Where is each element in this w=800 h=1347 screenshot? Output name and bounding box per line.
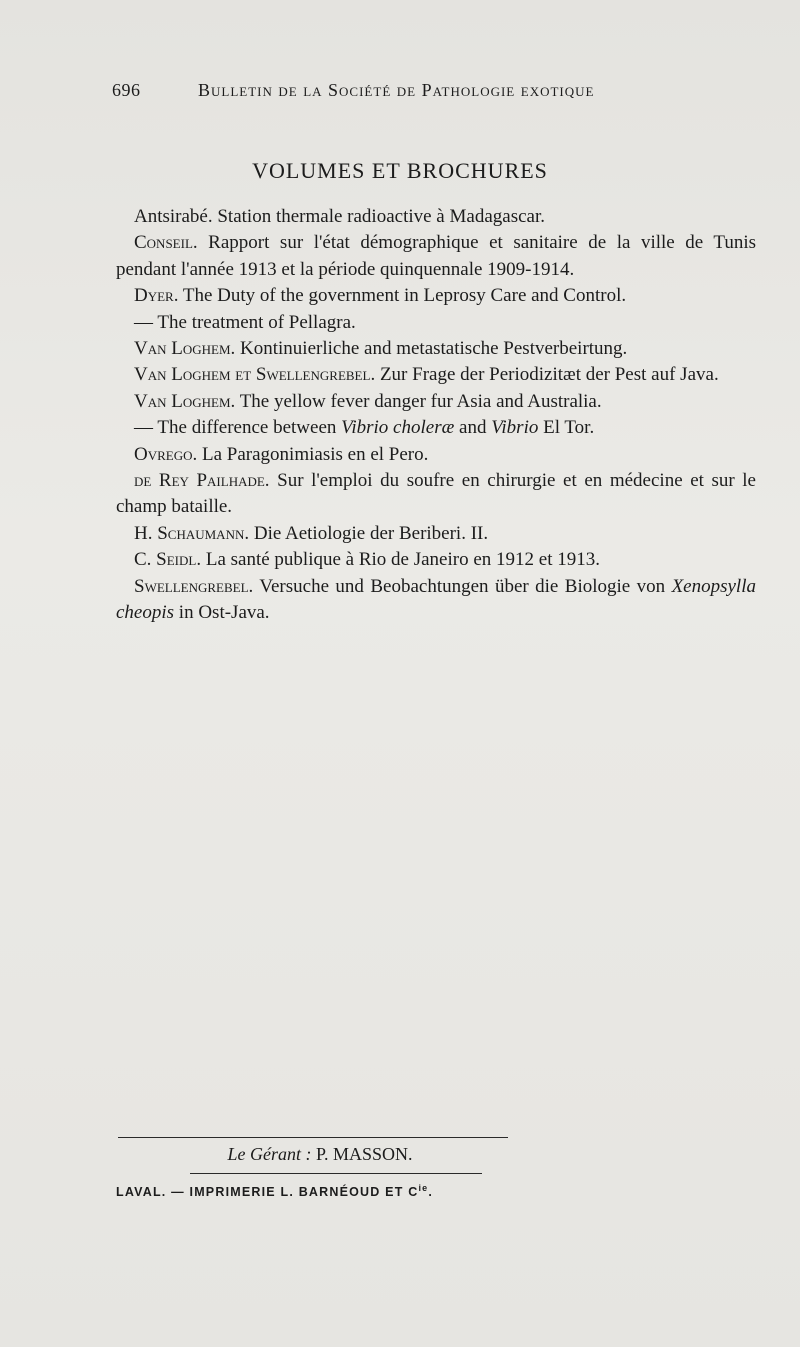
entry-text: Versuche und Beobachtungen über die Biologie von [253, 575, 672, 597]
species-name: Vibrio [491, 417, 539, 439]
entry-text: Sur l'emploi du soufre en chirurgie et en médecine et sur le champ bataille. [116, 470, 756, 518]
entry-text: Zur Frage der Periodizitæt der Pest auf Java. [375, 364, 719, 386]
bibliography-list [116, 204, 756, 627]
entry-author: Conseil. [134, 232, 198, 254]
entry-text: in Ost-Java. [174, 602, 270, 624]
entry-text: Rapport sur l'état démographique et sanitaire de la ville de Tunis pendant l'année 1913 et la période quinquennale 1909-1914. [116, 232, 756, 280]
list-item [116, 415, 756, 441]
entry-author: Van Loghem. [134, 338, 236, 360]
gerant-line [0, 1144, 640, 1165]
divider [118, 1137, 508, 1138]
entry-author: C. Seidl. [134, 549, 202, 571]
entry-text: — The treatment of Pellagra. [134, 311, 356, 333]
list-item [116, 362, 756, 388]
list-item [116, 574, 756, 627]
list-item [116, 389, 756, 415]
imprint-text: LAVAL. — IMPRIMERIE L. BARNÉOUD ET C [116, 1185, 419, 1200]
entry-text: The yellow fever danger fur Asia and Australia. [235, 390, 602, 412]
list-item [116, 336, 756, 362]
imprint-line [116, 1183, 433, 1199]
entry-text: La Paragonimiasis en el Pero. [197, 443, 429, 465]
entry-author: Dyer. [134, 285, 179, 307]
entry-text: and [454, 417, 492, 439]
imprint-end: . [428, 1185, 434, 1200]
entry-author: Van Loghem. [134, 390, 236, 412]
entry-author: Swellengrebel. [134, 575, 254, 597]
page-number: 696 [112, 80, 141, 100]
running-header [112, 80, 672, 101]
list-item [116, 310, 756, 336]
entry-text: Antsirabé. Station thermale radioactive à Madagascar. [134, 206, 545, 227]
imprint-sup: ie [418, 1183, 429, 1193]
list-item [116, 230, 756, 283]
entry-text: Die Aetiologie der Beriberi. II. [249, 522, 489, 544]
entry-author: Ovrego. [134, 443, 198, 465]
entry-text: — The difference between [134, 417, 342, 439]
entry-author: Van Loghem et Swellengrebel. [134, 364, 376, 386]
list-item [116, 442, 756, 468]
entry-text: El Tor. [538, 417, 595, 439]
list-item [116, 468, 756, 521]
entry-author: H. Schaumann. [134, 522, 250, 544]
entry-text: Kontinuierliche and metastatische Pestverbeirtung. [235, 338, 628, 360]
divider [190, 1173, 482, 1174]
list-item [116, 521, 756, 547]
list-item [116, 547, 756, 573]
list-item [116, 283, 756, 309]
list-item [116, 204, 756, 230]
running-title: Bulletin de la Société de Pathologie exotique [198, 80, 595, 100]
gerant-name: P. MASSON. [311, 1144, 413, 1164]
species-name: Vibrio choleræ [341, 417, 455, 439]
species-name: Xenopsylla cheopis [116, 575, 756, 624]
section-title: VOLUMES ET BROCHURES [252, 158, 548, 183]
entry-author: de Rey Pailhade. [134, 470, 270, 492]
entry-text: The Duty of the government in Leprosy Care and Control. [178, 285, 627, 307]
gerant-label: Le Gérant : [227, 1144, 312, 1164]
entry-text: La santé publique à Rio de Janeiro en 1912 et 1913. [201, 549, 600, 571]
